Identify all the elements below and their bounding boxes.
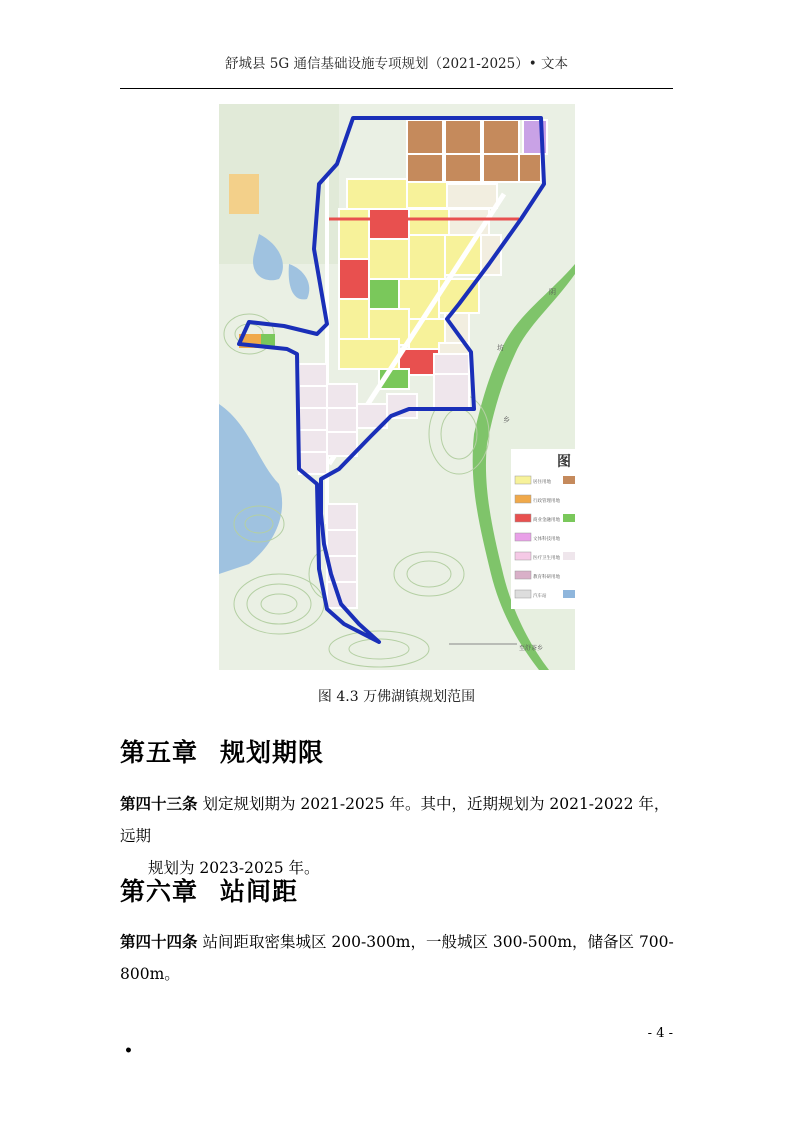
- footer-bullet: •: [124, 1043, 133, 1059]
- planning-map-figure: [219, 104, 575, 670]
- place-label-1: 阴: [549, 288, 556, 296]
- chapter-heading-5: [120, 733, 324, 769]
- chapter-number: 第五章: [120, 738, 199, 767]
- header-rule: [120, 88, 673, 89]
- article-43: [120, 788, 680, 884]
- chapter-title: 规划期限: [220, 738, 325, 767]
- page-number: - 4 -: [647, 1026, 673, 1041]
- chapter-heading-6: [120, 872, 298, 908]
- figure-caption: 图 4.3 万佛湖镇规划范围: [317, 689, 476, 705]
- legend-item-1: 行政管理用地: [533, 499, 560, 504]
- chapter-number: 第六章: [120, 877, 199, 906]
- article-text-line1: 站间距取密集城区 200-300m，一般城区 300-500m，储备区 700-800m。: [120, 933, 674, 983]
- legend-item-4: 医疗卫生用地: [533, 556, 560, 561]
- chapter-title: 站间距: [220, 877, 299, 906]
- legend-title: 图: [557, 454, 571, 470]
- legend-item-2: 商业金融用地: [533, 518, 560, 523]
- article-label: 第四十三条: [120, 795, 198, 813]
- legend-item-3: 文体科技用地: [533, 537, 560, 542]
- legend-item-0: 居住用地: [533, 480, 551, 485]
- legend-item-6: 汽车站: [533, 594, 547, 599]
- planning-map: [219, 104, 575, 670]
- article-text-line2: 规划为 2023-2025 年。: [148, 859, 320, 877]
- page-header: 舒城县 5G 通信基础设施专项规划（2021-2025）• 文本: [225, 56, 568, 72]
- article-44: [120, 926, 690, 990]
- place-label-2: 坊: [497, 344, 504, 352]
- article-text-line1: 划定规划期为 2021-2025 年。其中，近期规划为 2021-2022 年，远期: [120, 795, 670, 845]
- map-legend-box: [511, 449, 575, 609]
- legend-item-5: 教育科研用地: [533, 575, 560, 580]
- road-label: 至舒茶乡: [519, 645, 544, 652]
- article-label: 第四十四条: [120, 933, 198, 951]
- place-label-3: 乡: [503, 416, 510, 424]
